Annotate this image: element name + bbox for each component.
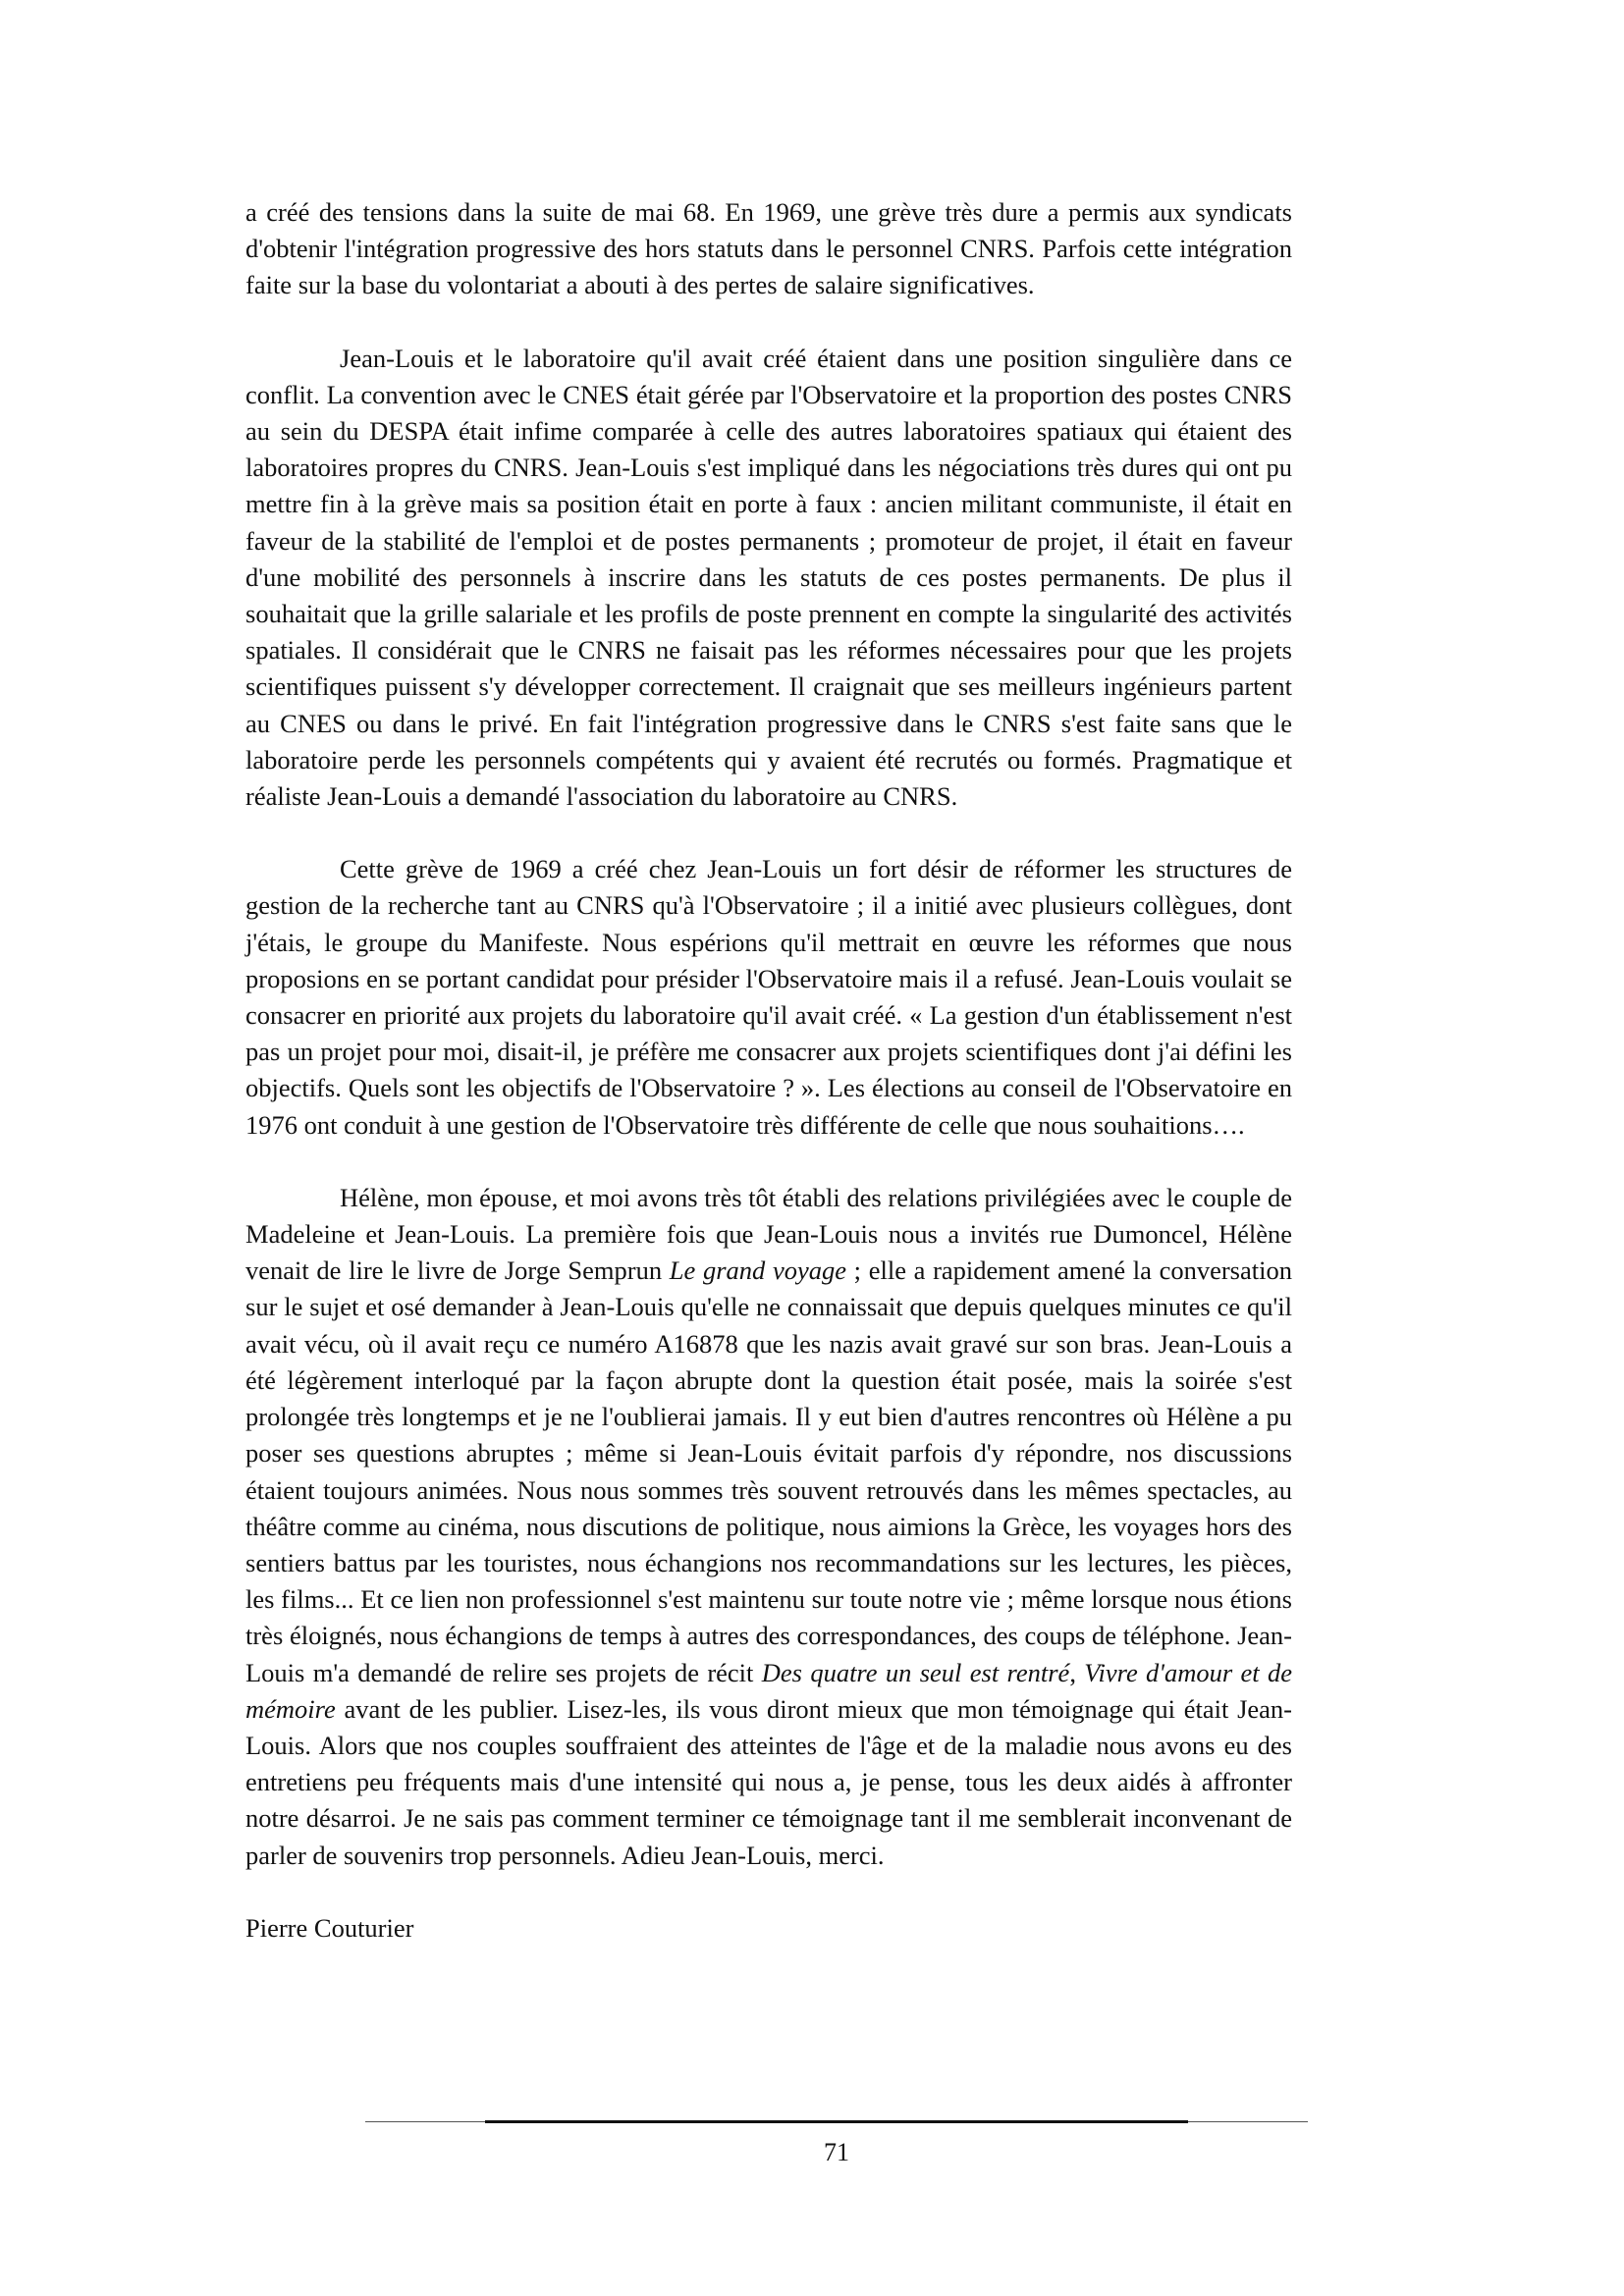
- signature: Pierre Couturier: [245, 1912, 414, 1943]
- document-page: [245, 194, 1292, 1947]
- paragraph-2: [245, 341, 1292, 816]
- paragraph-text: ; elle a rapidement amené la conversation sur le sujet et osé demander à Jean-Louis qu'elle ne connaissait que depuis quelques minutes ce qu'il avait vécu, où il avait reçu ce numéro A16878 que les nazis avait gravé sur son bras. Jean-Louis a été légèrement interloqué par la façon abrupte dont la question était posée, mais la soirée s'est prolongée très longtemps et je ne l'oublierai jamais. Il y eut bien d'autres rencontres où Hélène a pu poser ses questions abruptes ; même si Jean-Louis évitait parfois d'y répondre, nos discussions étaient toujours animées. Nous nous sommes très souvent retrouvés dans les mêmes spectacles, au théâtre comme au cinéma, nous discutions de politique, nous aimions la Grèce, les voyages hors des sentiers battus par les touristes, nous échangions nos recommandations sur les lectures, les pièces, les films... Et ce lien non professionnel s'est maintenu sur toute notre vie ; même lorsque nous étions très éloignés, nous échangions de temps à autres des correspondances, des coups de téléphone. Jean-Louis m'a demandé de relire ses projets de récit: [245, 1255, 1292, 1687]
- book-title: Des quatre un seul est rentré: [761, 1657, 1070, 1687]
- footer-rule-thick: [485, 2120, 1188, 2123]
- page-footer: [365, 2120, 1308, 2167]
- footer-rule: [365, 2120, 1308, 2124]
- book-title: Le grand voyage: [669, 1255, 846, 1286]
- paragraph-text: Jean-Louis et le laboratoire qu'il avait créé étaient dans une position singulière dans ce conflit. La convention avec le CNES était gérée par l'Observatoire et la proportion des postes CNRS au sein du DESPA était infime comparée à celle des autres laboratoires spatiaux qui étaient des laboratoires propres du CNRS. Jean-Louis s'est impliqué dans les négociations très dures qui ont pu mettre fin à la grève mais sa position était en porte à faux : ancien militant communiste, il était en faveur de la stabilité de l'emploi et de postes permanents ; promoteur de projet, il était en faveur d'une mobilité des personnels à inscrire dans les statuts de ces postes permanents. De plus il souhaitait que la grille salariale et les profils de poste prennent en compte la singularité des activités spatiales. Il considérait que le CNRS ne faisait pas les réformes nécessaires pour que les projets scientifiques puissent s'y développer correctement. Il craignait que ses meilleurs ingénieurs partent au CNES ou dans le privé. En fait l'intégration progressive dans le CNRS s'est faite sans que le laboratoire perde les personnels compétents qui y avaient été recrutés ou formés. Pragmatique et réaliste Jean-Louis a demandé l'association du laboratoire au CNRS.: [245, 343, 1292, 812]
- paragraph-text: avant de les publier. Lisez-les, ils vous diront mieux que mon témoignage qui était Jean-Louis. Alors que nos couples souffraient des atteintes de l'âge et de la maladie nous avons eu des entretiens peu fréquents mais d'une intensité qui nous a, je pense, tous les deux aidés à affronter notre désarroi. Je ne sais pas comment terminer ce témoignage tant il me semblerait inconvenant de parler de souvenirs trop personnels. Adieu Jean-Louis, merci.: [245, 1693, 1292, 1870]
- paragraph-4: [245, 1180, 1292, 1874]
- paragraph-text: Hélène, mon épouse, et moi avons très tôt établi des relations privilégiées avec le couple de Madeleine et Jean-Louis. La première fois que Jean-Louis nous a invités rue Dumoncel, Hélène venait de lire le livre de Jorge Semprun: [245, 1182, 1292, 1286]
- paragraph-text: ,: [1069, 1657, 1085, 1687]
- paragraph-text: Cette grève de 1969 a créé chez Jean-Louis un fort désir de réformer les structures de gestion de la recherche tant au CNRS qu'à l'Observatoire ; il a initié avec plusieurs collègues, dont j'étais, le groupe du Manifeste. Nous espérions qu'il mettrait en œuvre les réformes que nous proposions en se portant candidat pour présider l'Observatoire mais il a refusé. Jean-Louis voulait se consacrer en priorité aux projets du laboratoire qu'il avait créé. « La gestion d'un établissement n'est pas un projet pour moi, disait-il, je préfère me consacrer aux projets scientifiques dont j'ai défini les objectifs. Quels sont les objectifs de l'Observatoire ? ». Les élections au conseil de l'Observatoire en 1976 ont conduit à une gestion de l'Observatoire très différente de celle que nous souhaitions….: [245, 854, 1292, 1140]
- book-title: Vivre d'amour et de mémoire: [245, 1657, 1293, 1724]
- paragraph-1: [245, 194, 1292, 304]
- paragraph-3: [245, 851, 1292, 1144]
- paragraph-text: a créé des tensions dans la suite de mai 68. En 1969, une grève très dure a permis aux syndicats d'obtenir l'intégration progressive des hors statuts dans le personnel CNRS. Parfois cette intégration faite sur la base du volontariat a abouti à des pertes de salaire significatives.: [245, 197, 1292, 300]
- page-number: 71: [824, 2138, 849, 2166]
